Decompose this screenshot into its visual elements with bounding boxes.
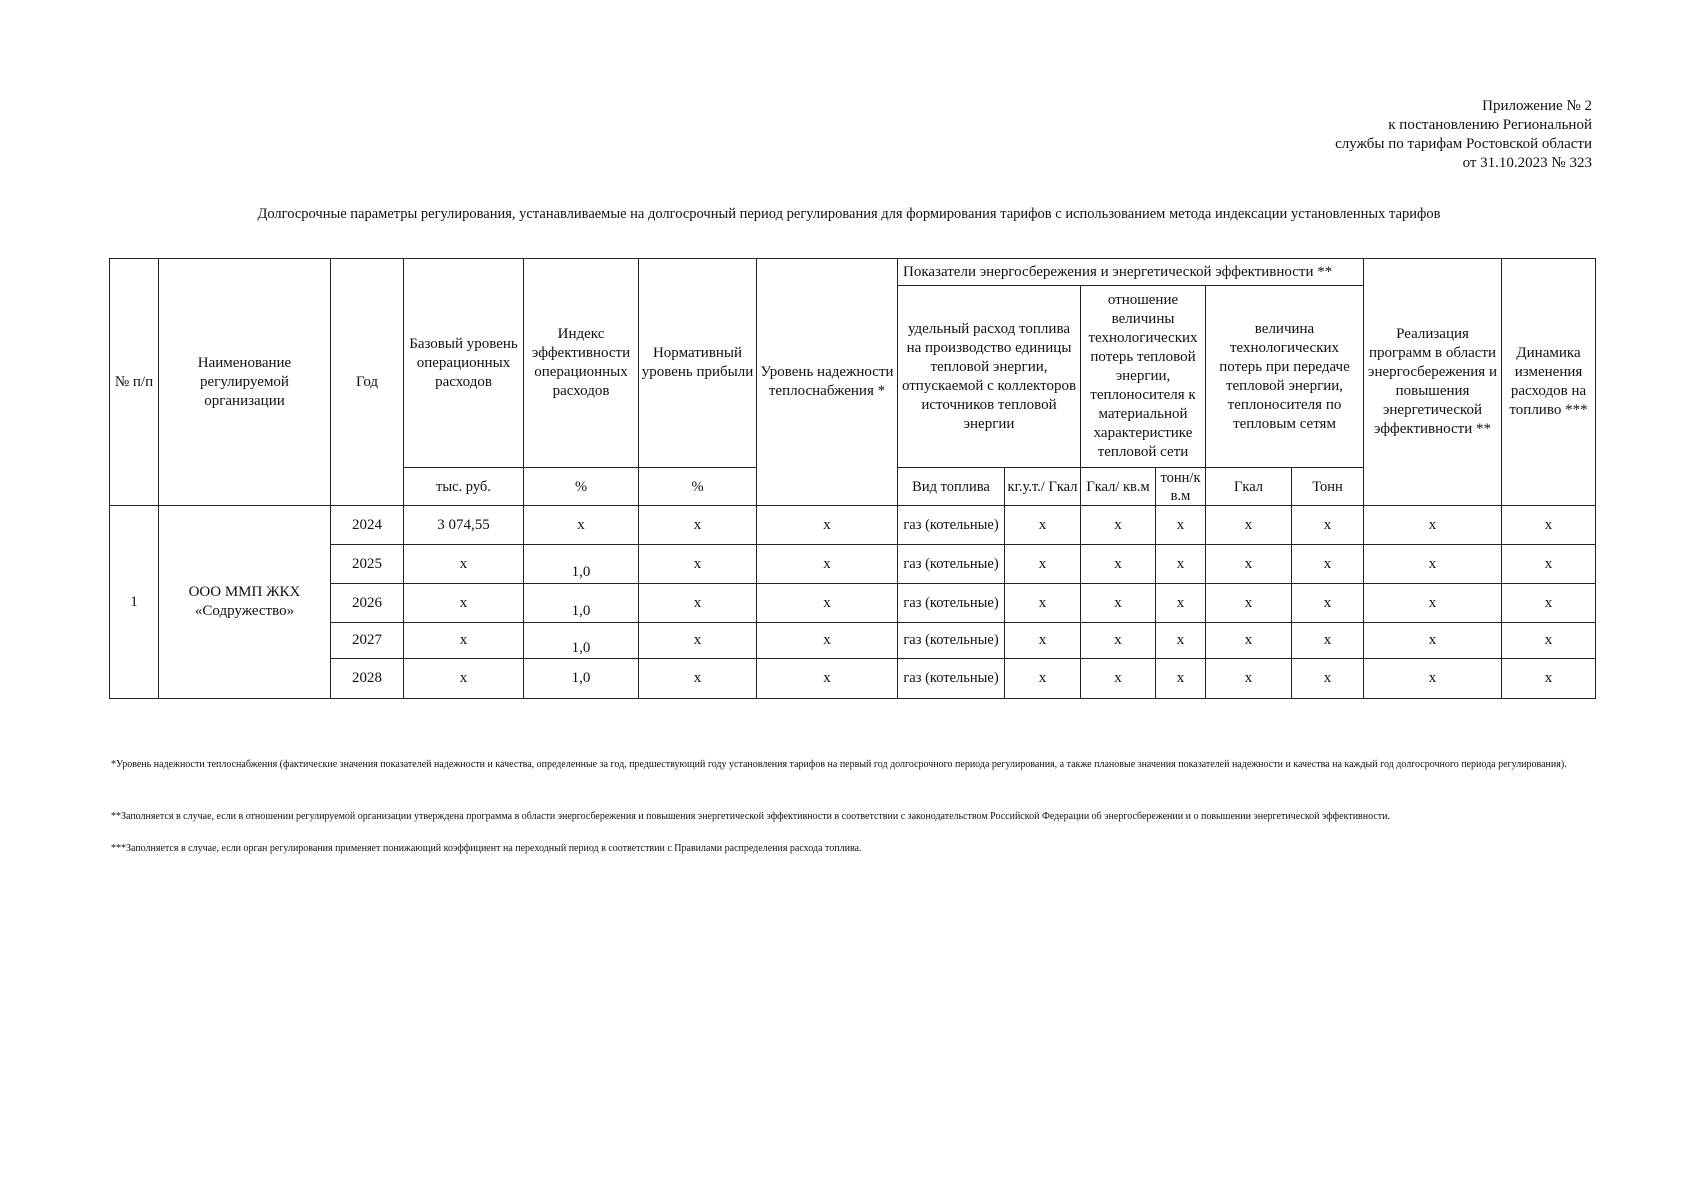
unit-tons: Тонн (1292, 468, 1364, 506)
cell-year: 2026 (331, 584, 404, 623)
cell-programs: х (1364, 506, 1502, 545)
cell-dynamics: х (1502, 584, 1596, 623)
cell-fuel: газ (котельные) (898, 659, 1005, 699)
cell-programs: х (1364, 584, 1502, 623)
cell-reliability: х (757, 545, 898, 584)
appendix-line: от 31.10.2023 № 323 (1462, 155, 1592, 171)
unit-profit: % (639, 468, 757, 506)
cell-gcal-sqm: х (1081, 545, 1156, 584)
appendix-block (1335, 97, 1592, 173)
header-fuel-rate: удельный расход топлива на производство единицы тепловой энергии, отпускаемой с коллекторов источников тепловой энергии (898, 286, 1081, 468)
cell-tons-sqm: х (1156, 506, 1206, 545)
cell-tons-sqm: х (1156, 545, 1206, 584)
cell-year: 2027 (331, 623, 404, 659)
cell-tons: х (1292, 623, 1364, 659)
cell-kgut: х (1005, 506, 1081, 545)
cell-tons-sqm: х (1156, 659, 1206, 699)
table-row (110, 659, 1596, 699)
appendix-line: службы по тарифам Ростовской области (1335, 136, 1592, 152)
cell-tons: х (1292, 659, 1364, 699)
unit-kgut: кг.у.т./ Гкал (1005, 468, 1081, 506)
header-programs: Реализация программ в области энергосбережения и повышения энергетической эффективности ** (1364, 259, 1502, 506)
cell-fuel: газ (котельные) (898, 506, 1005, 545)
header-dynamics: Динамика изменения расходов на топливо *** (1502, 259, 1596, 506)
cell-tons-sqm: х (1156, 623, 1206, 659)
cell-fuel: газ (котельные) (898, 584, 1005, 623)
cell-profit: х (639, 584, 757, 623)
unit-gcal-sqm: Гкал/ кв.м (1081, 468, 1156, 506)
footnote-reliability: *Уровень надежности теплоснабжения (фактические значения показателей надежности и качества, определенные за год, предшествующий году установления тарифов на первый год долгосрочного периода регулирования, а также плановые значения показателей надежности и качества на каждый год долгосрочного периода регулирования). (111, 759, 1567, 770)
header-index: Индекс эффективности операционных расходов (524, 259, 639, 468)
header-year: Год (331, 259, 404, 506)
appendix-line: Приложение № 2 (1482, 98, 1592, 114)
appendix-line: к постановлению Региональной (1388, 117, 1592, 133)
cell-gcal-sqm: х (1081, 584, 1156, 623)
org-name: ООО ММП ЖКХ «Содружество» (159, 506, 331, 699)
cell-profit: х (639, 659, 757, 699)
cell-profit: х (639, 506, 757, 545)
cell-base: х (404, 545, 524, 584)
header-loss-value: величина технологических потерь при передаче тепловой энергии, теплоносителя по тепловым сетям (1206, 286, 1364, 468)
cell-tons: х (1292, 506, 1364, 545)
table-row (110, 506, 1596, 545)
cell-gcal: х (1206, 659, 1292, 699)
cell-gcal: х (1206, 584, 1292, 623)
table-row (110, 545, 1596, 584)
cell-fuel: газ (котельные) (898, 545, 1005, 584)
org-number: 1 (110, 506, 159, 699)
cell-gcal-sqm: х (1081, 623, 1156, 659)
cell-tons: х (1292, 545, 1364, 584)
cell-base: х (404, 584, 524, 623)
cell-programs: х (1364, 545, 1502, 584)
cell-kgut: х (1005, 584, 1081, 623)
footnote-fuel-coefficient: ***Заполняется в случае, если орган регулирования применяет понижающий коэффициент на переходный период в соответствии с Правилами распределения расхода топлива. (111, 843, 862, 854)
cell-programs: х (1364, 659, 1502, 699)
cell-gcal: х (1206, 506, 1292, 545)
cell-index (524, 545, 639, 584)
unit-index: % (524, 468, 639, 506)
header-reliability: Уровень надежности теплоснабжения * (757, 259, 898, 506)
cell-profit: х (639, 623, 757, 659)
table-row (110, 584, 1596, 623)
cell-gcal: х (1206, 623, 1292, 659)
cell-programs: х (1364, 623, 1502, 659)
footnote-energy-program: **Заполняется в случае, если в отношении регулируемой организации утверждена программа в области энергосбережения и повышения энергетической эффективности в соответствии с законодательством Российской Федерации об энергосбережении и о повышении энергетической эффективности. (111, 811, 1391, 822)
cell-dynamics: х (1502, 623, 1596, 659)
parameters-table (109, 258, 1596, 699)
document-title: Долгосрочные параметры регулирования, устанавливаемые на долгосрочный период регулирования для формирования тарифов с использованием метода индексации установленных тарифов (257, 206, 1441, 222)
unit-base: тыс. руб. (404, 468, 524, 506)
unit-tons-sqm: тонн/к в.м (1156, 468, 1206, 506)
header-org: Наименование регулируемой организации (159, 259, 331, 506)
cell-index (524, 584, 639, 623)
cell-year: 2024 (331, 506, 404, 545)
cell-index (524, 623, 639, 659)
cell-index: х (524, 506, 639, 545)
cell-index-value: 1,0 (571, 640, 591, 656)
header-profit: Нормативный уровень прибыли (639, 259, 757, 468)
cell-gcal: х (1206, 545, 1292, 584)
unit-gcal: Гкал (1206, 468, 1292, 506)
cell-reliability: х (757, 584, 898, 623)
cell-kgut: х (1005, 659, 1081, 699)
cell-base: х (404, 659, 524, 699)
header-num: № п/п (110, 259, 159, 506)
cell-kgut: х (1005, 545, 1081, 584)
cell-reliability: х (757, 623, 898, 659)
cell-tons-sqm: х (1156, 584, 1206, 623)
cell-kgut: х (1005, 623, 1081, 659)
cell-gcal-sqm: х (1081, 506, 1156, 545)
cell-year: 2028 (331, 659, 404, 699)
cell-year: 2025 (331, 545, 404, 584)
cell-dynamics: х (1502, 659, 1596, 699)
cell-dynamics: х (1502, 545, 1596, 584)
cell-index-value: 1,0 (571, 563, 591, 580)
cell-reliability: х (757, 506, 898, 545)
header-energy-group: Показатели энергосбережения и энергетической эффективности ** (898, 259, 1364, 286)
unit-fuel-type: Вид топлива (898, 468, 1005, 506)
cell-gcal-sqm: х (1081, 659, 1156, 699)
cell-dynamics: х (1502, 506, 1596, 545)
header-loss-ratio: отношение величины технологических потерь тепловой энергии, теплоносителя к материальной характеристике тепловой сети (1081, 286, 1206, 468)
cell-base: 3 074,55 (404, 506, 524, 545)
cell-fuel: газ (котельные) (898, 623, 1005, 659)
cell-index: 1,0 (524, 659, 639, 699)
table-row (110, 623, 1596, 659)
cell-base: х (404, 623, 524, 659)
cell-tons: х (1292, 584, 1364, 623)
cell-index-value: 1,0 (571, 602, 591, 619)
cell-reliability: х (757, 659, 898, 699)
header-base: Базовый уровень операционных расходов (404, 259, 524, 468)
cell-profit: х (639, 545, 757, 584)
